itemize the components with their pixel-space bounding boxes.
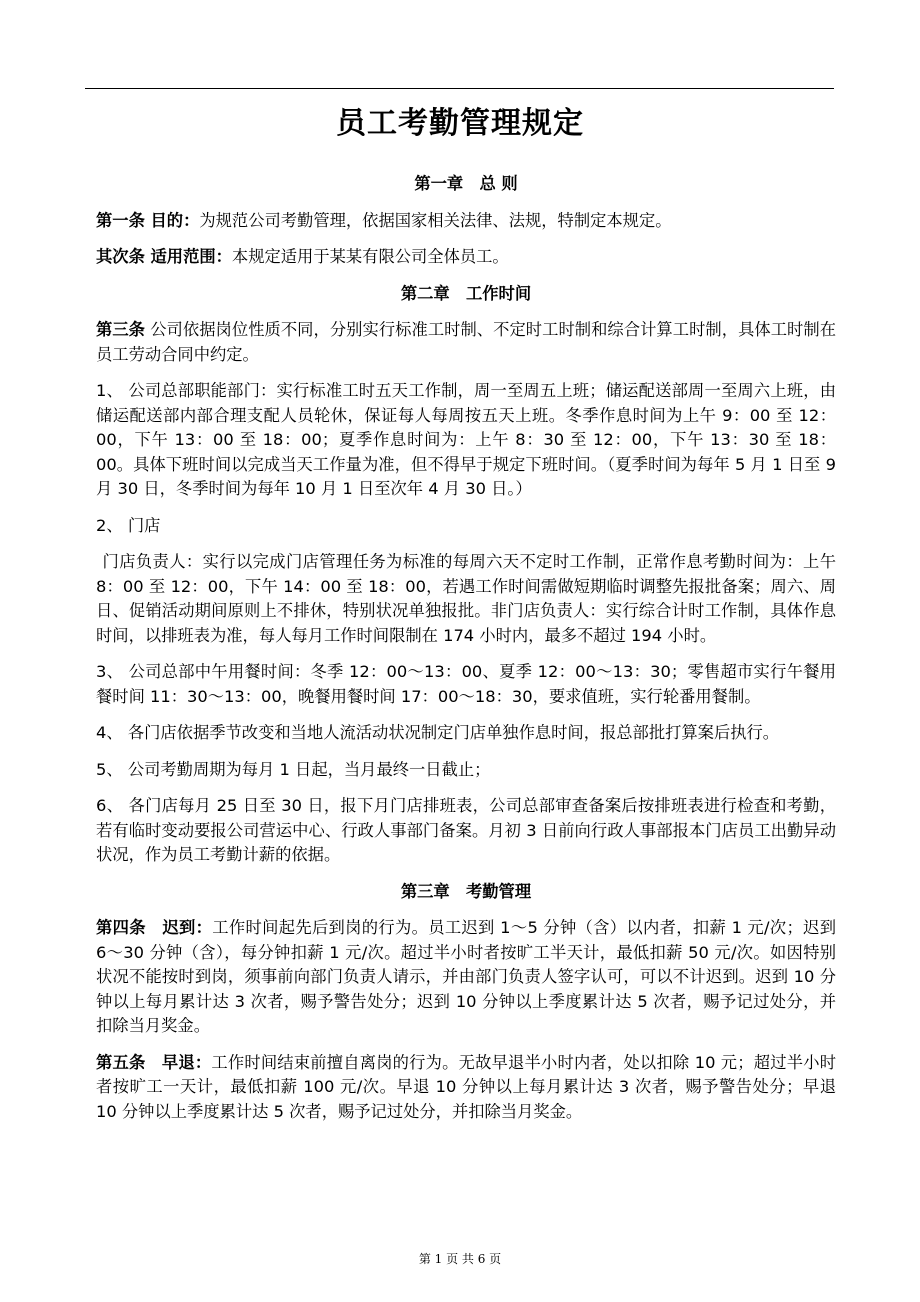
chapter-1-heading: 第一章 总 则: [414, 174, 518, 193]
article-4-label: 第四条 迟到：: [96, 918, 213, 937]
chapter-3-heading: 第三章 考勤管理: [400, 881, 532, 901]
article-4: [96, 916, 836, 1039]
article-5-text: 工作时间结束前擅自离岗的行为。无故早退半小时内者，处以扣除 10 元；超过半小时者按旷工一天计，最低扣薪 100 元/次。早退 10 分钟以上每月累计达 3 次者，赐予警告处分；早退 10 分钟以上季度累计达 5 次者，赐予记过处分，并扣除当月奖金。: [96, 1052, 836, 1121]
article-1: [96, 209, 836, 234]
article-2-text: 本规定适用于某某有限公司全体员工。: [231, 247, 509, 266]
list-item-5: 5、 公司考勤周期为每月 1 日起，当月最终一日截止；: [96, 759, 491, 779]
article-4-text: 工作时间起先后到岗的行为。员工迟到 1～5 分钟（含）以内者，扣薪 1 元/次；迟到 6～30 分钟（含），每分钟扣薪 1 元/次。超过半小时者按旷工半天计，最低扣薪 50 元/次。如因特别状况不能按时到岗，须事前向部门负责人请示，并由部门负责人签字认可，可以不计迟到。迟到 10 分钟以上每月累计达 3 次者，赐予警告处分；迟到 10 分钟以上季度累计达 5 次者，赐予记过处分，并扣除当月奖金。: [96, 918, 836, 1035]
article-5: [96, 1051, 836, 1125]
list-item-2-body: 门店负责人：实行以完成门店管理任务为标准的每周六天不定时工作制，正常作息考勤时间为：上午 8：00 至 12：00，下午 14：00 至 18：00，若遇工作时间需做短期临时调整先报批备案；周六、周日、促销活动期间原则上不排休，特别状况单独报批。非门店负责人：实行综合计时工作制，具体作息时间，以排班表为准，每人每月工作时间限制在 174 小时内，最多不超过 194 小时。: [96, 552, 836, 645]
article-2: [96, 245, 836, 270]
article-3-label: 第三条: [96, 320, 145, 339]
article-5-label: 第五条 早退：: [96, 1052, 212, 1072]
list-item-1: 1、 公司总部职能部门：实行标准工时五天工作制，周一至周五上班；储运配送部周一至周六上班，由储运配送部内部合理支配人员轮休，保证每人每周按五天上班。冬季作息时间为上午 9：00 至 12：00，下午 13：00 至 18：00；夏季作息时间为：上午 8：30 至 12：00，下午 13：30 至 18：00。具体下班时间以完成当天工作量为准，但不得早于规定下班时间。（夏季时间为每年 5 月 1 日至 9 月 30 日，冬季时间为每年 10 月 1 日至次年 4 月 30 日。）: [96, 381, 836, 498]
page-number: 第 1 页 共 6 页: [418, 1252, 502, 1266]
list-item-3: 3、 公司总部中午用餐时间：冬季 12：00～13：00、夏季 12：00～13：30；零售超市实行午餐用餐时间 11：30～13：00，晚餐用餐时间 17：00～18：30，要求值班，实行轮番用餐制。: [96, 662, 836, 706]
article-2-label: 其次条 适用范围：: [96, 247, 232, 266]
chapter-2-heading: 第二章 工作时间: [400, 283, 532, 303]
document-body: [96, 172, 836, 1136]
article-1-text: 为规范公司考勤管理，依据国家相关法律、法规，特制定本规定。: [199, 210, 672, 230]
list-item-4: 4、 各门店依据季节改变和当地人流活动状况制定门店单独作息时间，报总部批打算案后执行。: [96, 723, 780, 742]
list-item-6: 6、 各门店每月 25 日至 30 日，报下月门店排班表，公司总部审查备案后按排班表进行检查和考勤，若有临时变动要报公司营运中心、行政人事部门备案。月初 3 日前向行政人事部报本门店员工出勤异动状况，作为员工考勤计薪的依据。: [96, 796, 836, 864]
article-1-label: 第一条 目的：: [96, 210, 200, 230]
page-title: 员工考勤管理规定: [336, 106, 584, 141]
header-rule: [85, 88, 834, 89]
list-item-2: 2、 门店: [96, 515, 161, 535]
article-3-text: 公司依据岗位性质不同，分别实行标准工时制、不定时工时制和综合计算工时制，具体工时制在员工劳动合同中约定。: [96, 320, 836, 364]
article-3: [96, 318, 836, 367]
